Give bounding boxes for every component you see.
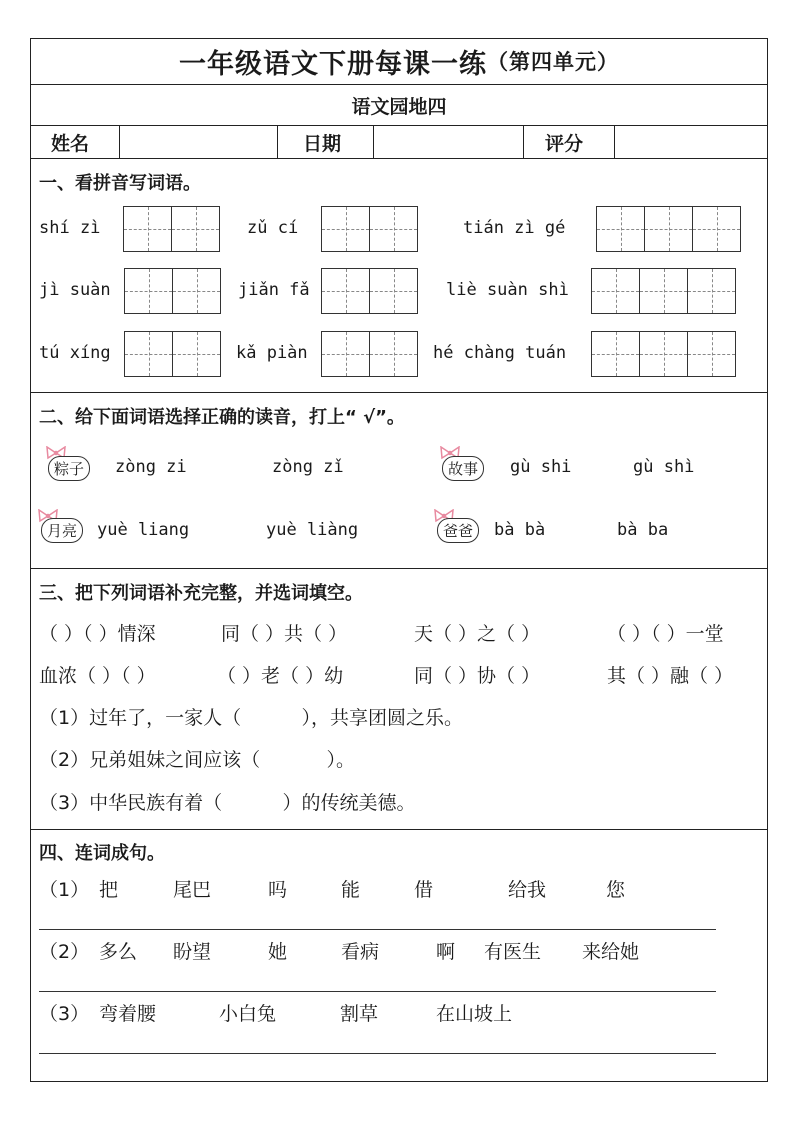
word-tag: 粽子	[48, 456, 90, 481]
tian-zi-cell[interactable]	[369, 331, 418, 377]
pinyin-option[interactable]: yuè liàng	[266, 520, 359, 540]
answer-line[interactable]	[39, 1053, 716, 1054]
name-label: 姓名	[51, 132, 90, 155]
section2-heading: 二、给下面词语选择正确的读音，打上“ √”。	[39, 407, 405, 428]
pinyin-option[interactable]: bà bà	[494, 520, 546, 540]
section1-heading: 一、看拼音写词语。	[39, 173, 201, 194]
fill-sentence[interactable]: （1）过年了，一家人（ ），共享团圆之乐。	[39, 707, 463, 729]
tian-zi-cell[interactable]	[644, 206, 693, 252]
scrambled-word: 盼望	[173, 941, 212, 963]
writing-grid[interactable]	[124, 268, 221, 314]
tian-zi-cell[interactable]	[692, 206, 741, 252]
date-field[interactable]	[374, 126, 522, 158]
writing-grid[interactable]	[591, 268, 736, 314]
tian-zi-cell[interactable]	[172, 268, 221, 314]
scrambled-word: 小白兔	[219, 1003, 277, 1025]
divider	[31, 829, 767, 830]
divider	[31, 392, 767, 393]
score-field[interactable]	[615, 126, 765, 158]
idiom-blank[interactable]: 天（ ）之（ ）	[414, 623, 541, 645]
tian-zi-cell[interactable]	[321, 206, 370, 252]
tian-zi-cell[interactable]	[123, 206, 172, 252]
tian-zi-cell[interactable]	[639, 331, 688, 377]
pinyin-prompt: jiǎn fǎ	[238, 280, 310, 300]
tian-zi-cell[interactable]	[639, 268, 688, 314]
worksheet-title	[31, 39, 767, 83]
tian-zi-cell[interactable]	[687, 268, 736, 314]
pinyin-option[interactable]: bà ba	[617, 520, 669, 540]
writing-grid[interactable]	[124, 331, 221, 377]
pinyin-option[interactable]: zòng zi	[115, 457, 187, 477]
scrambled-word: 把	[99, 879, 119, 901]
pinyin-prompt: shí zì	[39, 218, 101, 238]
pinyin-prompt: jì suàn	[39, 280, 111, 300]
pinyin-prompt: liè suàn shì	[446, 280, 569, 300]
idiom-blank[interactable]: （ ）（ ）一堂	[607, 623, 724, 645]
scrambled-word: 啊	[436, 941, 456, 963]
scrambled-word: 借	[414, 879, 434, 901]
scrambled-word: 割草	[340, 1003, 379, 1025]
writing-grid[interactable]	[591, 331, 736, 377]
pinyin-prompt: hé chàng tuán	[433, 343, 567, 363]
scrambled-word: 来给她	[582, 941, 640, 963]
tian-zi-cell[interactable]	[369, 206, 418, 252]
writing-grid[interactable]	[321, 331, 418, 377]
scrambled-word: 尾巴	[173, 879, 212, 901]
tian-zi-cell[interactable]	[171, 206, 220, 252]
scrambled-word: 她	[268, 941, 288, 963]
idiom-blank[interactable]: 其（ ）融（ ）	[607, 665, 734, 687]
word-tag: 月亮	[41, 518, 83, 543]
tian-zi-cell[interactable]	[172, 331, 221, 377]
writing-grid[interactable]	[321, 268, 418, 314]
fill-sentence[interactable]: （3）中华民族有着（ ）的传统美德。	[39, 792, 416, 814]
tian-zi-cell[interactable]	[124, 331, 173, 377]
word-tag: 故事	[442, 456, 484, 481]
idiom-blank[interactable]: （ ）老（ ）幼	[217, 665, 344, 687]
section3-heading: 三、把下列词语补充完整，并选词填空。	[39, 583, 363, 604]
scrambled-word: 弯着腰	[99, 1003, 157, 1025]
divider	[277, 126, 278, 158]
scrambled-word: 吗	[268, 879, 288, 901]
divider	[31, 158, 767, 159]
date-label: 日期	[303, 132, 342, 155]
writing-grid[interactable]	[596, 206, 741, 252]
fill-sentence[interactable]: （2）兄弟姐妹之间应该（ ）。	[39, 749, 356, 771]
pinyin-option[interactable]: gù shi	[510, 457, 572, 477]
name-field[interactable]	[120, 126, 276, 158]
title-main: 一年级语文下册每课一练	[179, 48, 487, 80]
scrambled-word: 多么	[99, 941, 138, 963]
score-label: 评分	[545, 132, 584, 155]
scrambled-word: 在山坡上	[436, 1003, 513, 1025]
pinyin-option[interactable]: zòng zǐ	[272, 457, 344, 477]
tian-zi-cell[interactable]	[596, 206, 645, 252]
item-number: （2）	[39, 941, 90, 963]
lesson-subtitle: 语文园地四	[351, 95, 447, 118]
divider	[523, 126, 524, 158]
pinyin-option[interactable]: yuè liang	[97, 520, 190, 540]
idiom-blank[interactable]: 同（ ）协（ ）	[414, 665, 541, 687]
pinyin-prompt: kǎ piàn	[236, 343, 308, 363]
scrambled-word: 有医生	[484, 941, 542, 963]
pinyin-option[interactable]: gù shì	[633, 457, 695, 477]
pinyin-prompt: tián zì gé	[463, 218, 566, 238]
scrambled-word: 看病	[341, 941, 380, 963]
writing-grid[interactable]	[123, 206, 220, 252]
answer-line[interactable]	[39, 929, 716, 930]
tian-zi-cell[interactable]	[591, 268, 640, 314]
tian-zi-cell[interactable]	[591, 331, 640, 377]
idiom-blank[interactable]: 同（ ）共（ ）	[221, 623, 348, 645]
pinyin-prompt: tú xíng	[39, 343, 111, 363]
tian-zi-cell[interactable]	[321, 268, 370, 314]
divider	[31, 568, 767, 569]
tian-zi-cell[interactable]	[369, 268, 418, 314]
section4-heading: 四、连词成句。	[39, 843, 165, 864]
scrambled-word: 给我	[508, 879, 547, 901]
item-number: （3）	[39, 1003, 90, 1025]
answer-line[interactable]	[39, 991, 716, 992]
idiom-blank[interactable]: 血浓（ ）（ ）	[39, 665, 156, 687]
worksheet	[30, 38, 768, 1082]
item-number: （1）	[39, 879, 90, 901]
title-sub: （第四单元）	[487, 50, 619, 74]
scrambled-word: 能	[341, 879, 361, 901]
tian-zi-cell[interactable]	[321, 331, 370, 377]
tian-zi-cell[interactable]	[687, 331, 736, 377]
word-tag: 爸爸	[437, 518, 479, 543]
idiom-blank[interactable]: （ ）（ ）情深	[39, 623, 156, 645]
pinyin-prompt: zǔ cí	[247, 218, 299, 238]
writing-grid[interactable]	[321, 206, 418, 252]
scrambled-word: 您	[606, 879, 626, 901]
tian-zi-cell[interactable]	[124, 268, 173, 314]
